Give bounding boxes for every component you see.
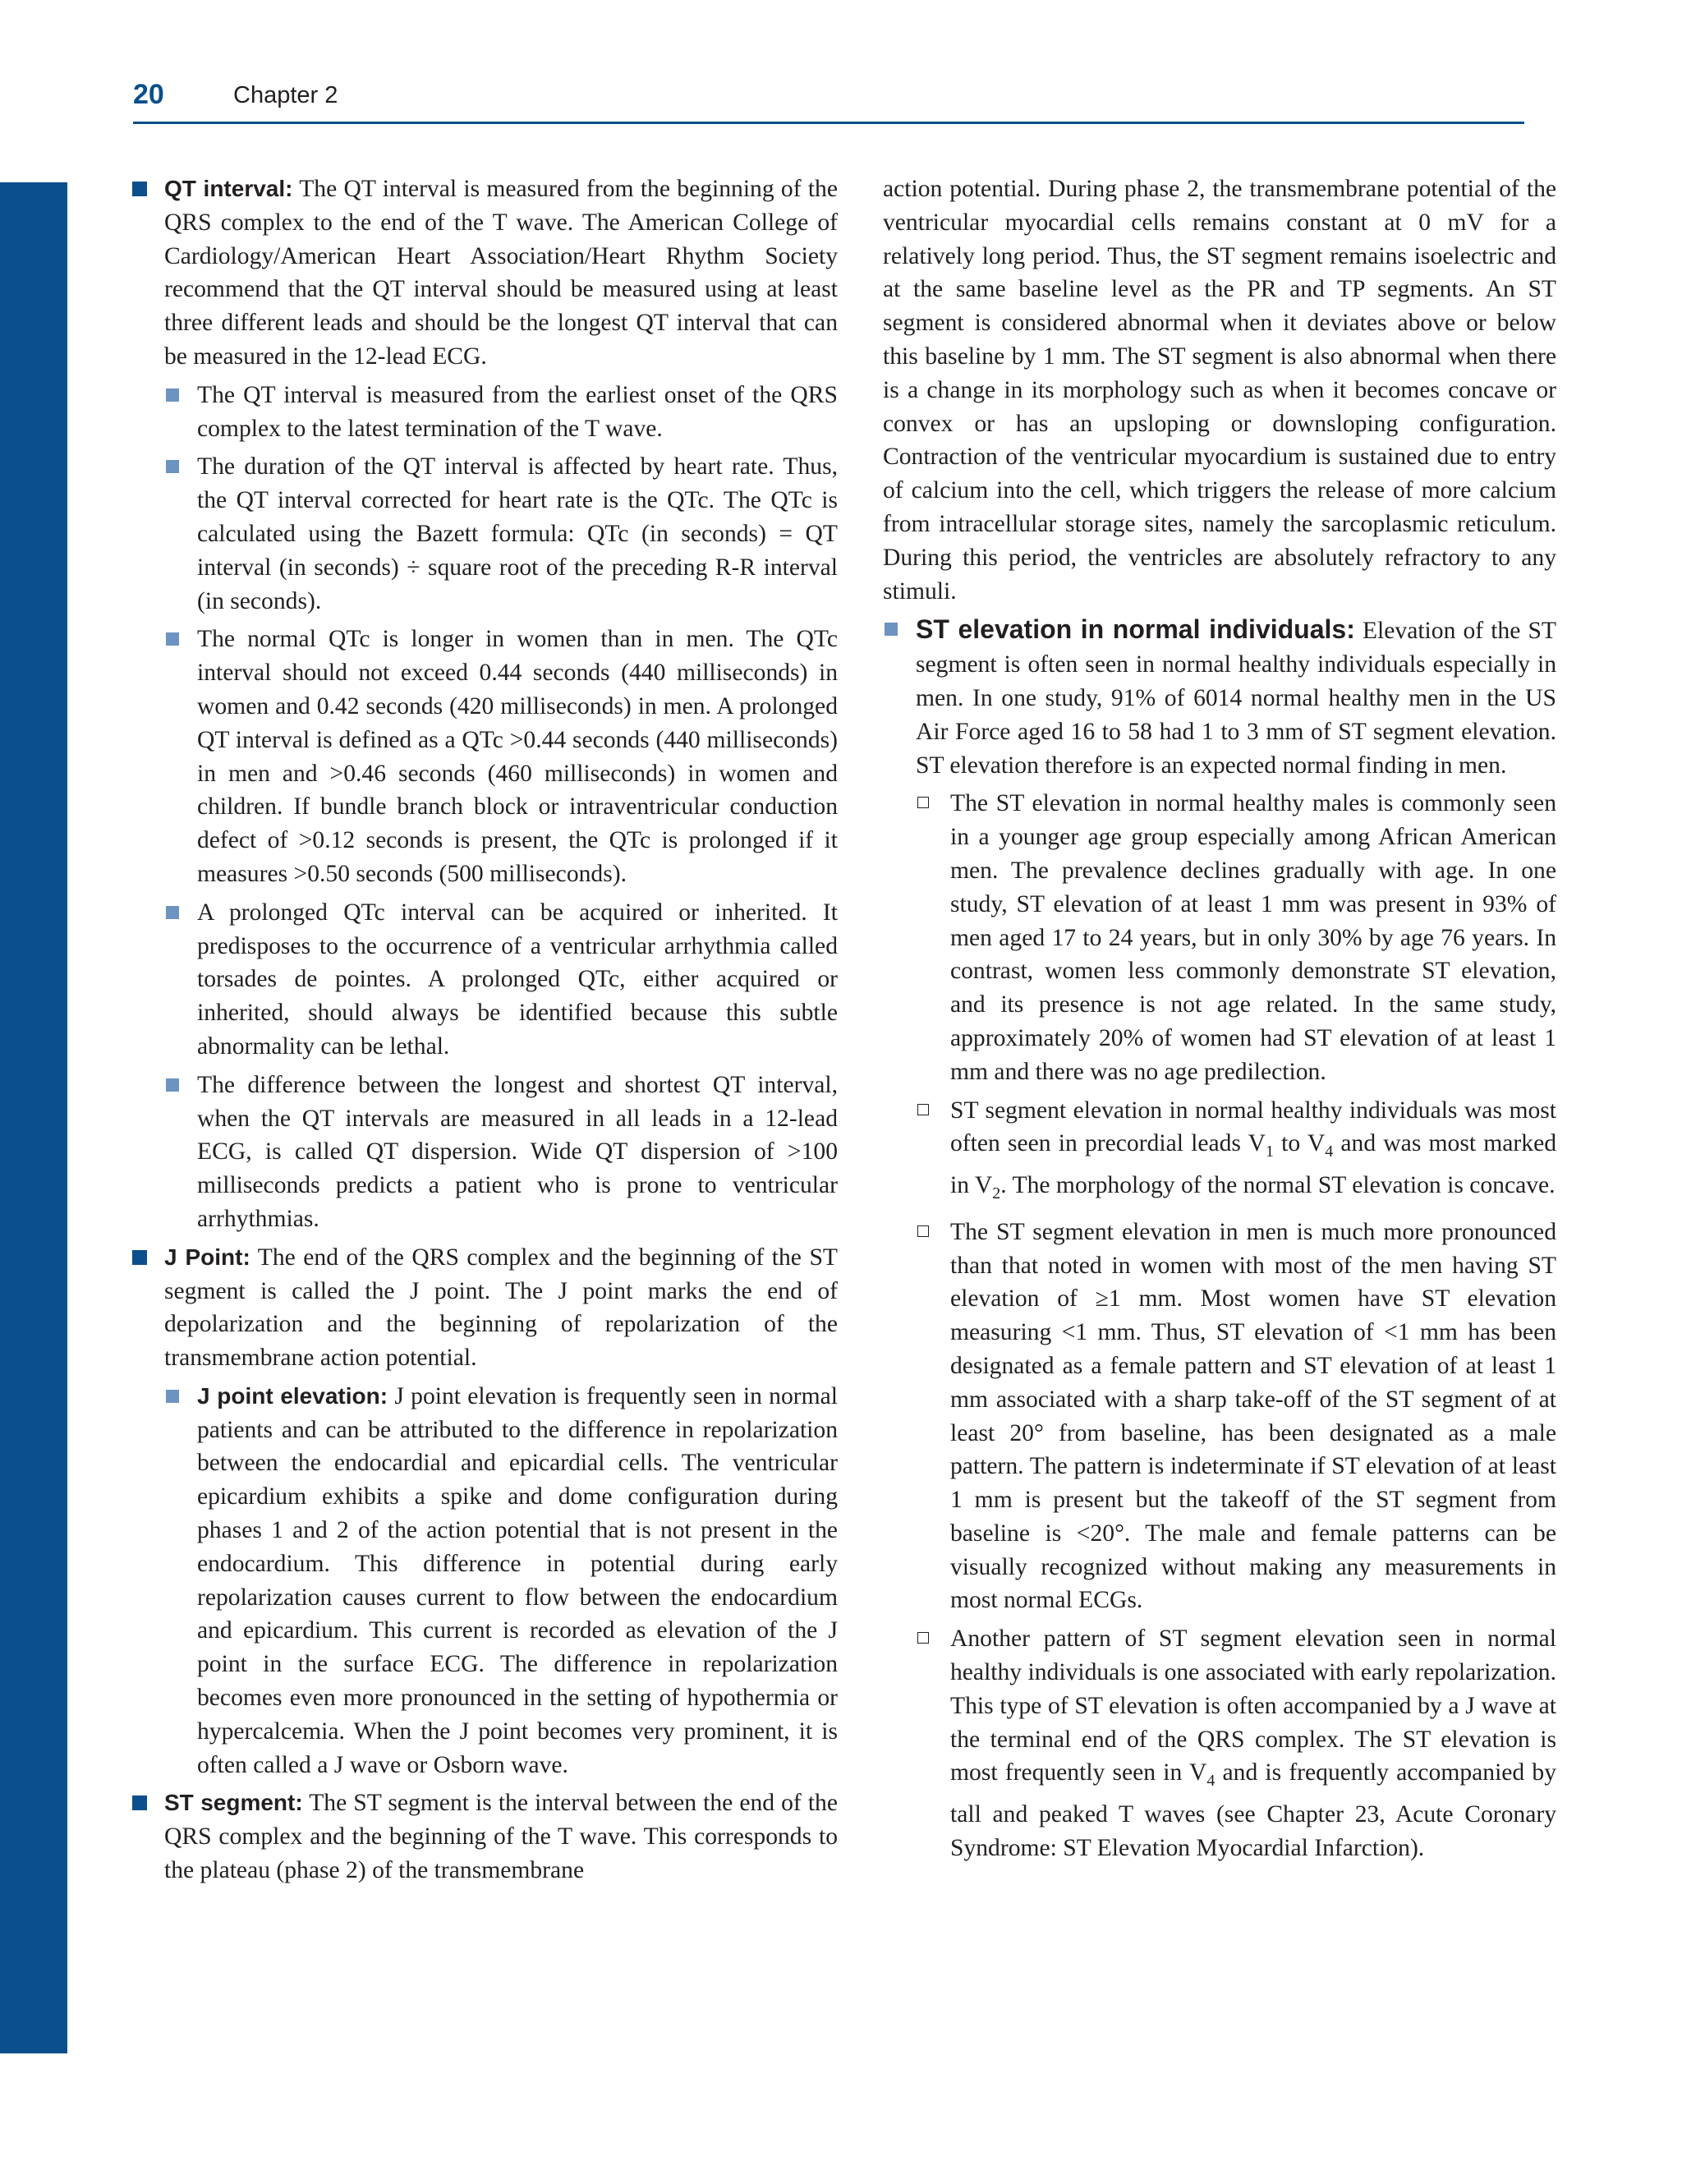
st-elevation-normal-bullet <box>916 613 1556 782</box>
st-elevation-normal-term: ST elevation in normal individuals: <box>916 614 1355 645</box>
st-segment-text: The ST segment is the interval between the end of the QRS complex and the beginning of the T wave. This corresponds to the plateau (phase 2) of the transmembrane <box>164 1790 838 1884</box>
qt-sub-bullet <box>197 450 838 618</box>
st-elevation-sub-text: and was most marked in V <box>950 1130 1557 1199</box>
st-segment-term: ST segment: <box>164 1790 303 1816</box>
sidebar-color-bar <box>0 182 67 2053</box>
qt-interval-bullet <box>164 172 838 374</box>
st-elevation-sub-bullet <box>950 1622 1556 1864</box>
qt-sub-bullet <box>197 896 838 1064</box>
square-bullet-icon <box>166 389 179 402</box>
qt-sub-bullet <box>197 379 838 446</box>
qt-sub-bullet <box>197 623 838 890</box>
square-bullet-icon <box>132 1795 147 1810</box>
st-segment-bullet <box>164 1786 838 1887</box>
square-bullet-icon <box>166 906 179 919</box>
st-elevation-sub-text: The ST elevation in normal healthy males is commonly seen in a younger age group especially among African American men. The prevalence declines gradually with age. In one study, ST elevation of at least 1 mm was present in 93% of men aged 17 to 24 years, but in only 30% by age 76 years. In contrast, women less commonly demonstrate ST elevation, and its presence is not age related. In the same study, approximately 20% of women had ST elevation of at least 1 mm and there was no age predilection. <box>950 790 1556 1085</box>
j-point-elevation-bullet <box>197 1380 838 1782</box>
right-column <box>883 172 1556 1870</box>
qt-sub-text: The normal QTc is longer in women than in men. The QTc interval should not exceed 0.44 seconds (440 milliseconds) in women and 0.42 seconds (420 milliseconds) in men. A prolonged QT interval is defined as a QTc >0.44 seconds (440 milliseconds) in men and >0.46 seconds (460 milliseconds) in women and children. If bundle branch block or intraventricular conduction defect of >0.12 seconds is present, the QTc is prolonged if it measures >0.50 seconds (500 milliseconds). <box>197 626 838 887</box>
j-point-elevation-text: J point elevation is frequently seen in normal patients and can be attributed to the difference in repolarization between the endocardial and epicardial cells. The ventricular epicardium exhibits a spike and dome configuration during phases 1 and 2 of the action potential that is not present in the endocardium. This difference in potential during early repolarization causes current to flow between the endocardium and epicardium. This current is recorded as elevation of the J point in the surface ECG. The difference in repolarization becomes even more pronounced in the setting of hypothermia or hypercalcemia. When the J point becomes very prominent, it is often called a J wave or Osborn wave. <box>197 1382 838 1778</box>
st-elevation-sub-text: ST segment elevation in normal healthy individuals was most often seen in precordial leads V <box>950 1097 1556 1157</box>
chapter-label: Chapter 2 <box>233 82 338 108</box>
st-elevation-sub-text: to V <box>1273 1130 1326 1157</box>
st-elevation-normal-text: Elevation of the ST segment is often seen in normal healthy individuals especially in men. In one study, 91% of 6014 normal healthy men in the US Air Force aged 16 to 58 had 1 to 3 mm of ST segment elevation. ST elevation therefore is an expected normal finding in men. <box>916 618 1556 779</box>
st-elevation-sub-text: and is frequently accompanied by tall and peaked T waves (see Chapter 23, Acute Coronary Syndrome: ST Elevation Myocardial Infarction). <box>950 1759 1556 1861</box>
square-bullet-icon <box>166 1078 179 1092</box>
qt-interval-term: QT interval: <box>164 176 293 201</box>
st-elevation-sub-bullet <box>950 1094 1556 1211</box>
square-bullet-icon <box>166 632 179 646</box>
subscript: 4 <box>1206 1772 1216 1791</box>
st-elevation-sub-text: The ST segment elevation in men is much more pronounced than that noted in women with most of the men having ST elevation of ≥1 mm. Most women have ST elevation measuring <1 mm. Thus, ST elevation of <1 mm has been designated as a female pattern and ST elevation of at least 1 mm associated with a sharp take-off of the ST segment of at least 20° from baseline, has been designated as a male pattern. The pattern is indeterminate if ST elevation of at least 1 mm is present but the takeoff of the ST segment from baseline is <20°. The male and female patterns can be visually recognized without making any measurements in most normal ECGs. <box>950 1218 1556 1614</box>
square-bullet-icon <box>166 1390 179 1403</box>
qt-sub-text: A prolonged QTc interval can be acquired or inherited. It predisposes to the occurrence of a ventricular arrhythmia called torsades de pointes. A prolonged QTc, either acquired or inherited, should always be identified because this subtle abnormality can be lethal. <box>197 899 838 1060</box>
subscript: 1 <box>1265 1143 1274 1161</box>
checkbox-bullet-icon <box>917 1225 929 1237</box>
st-elevation-sub-bullet <box>950 787 1556 1088</box>
qt-sub-text: The QT interval is measured from the earliest onset of the QRS complex to the latest termination of the T wave. <box>197 381 838 442</box>
qt-sub-text: The duration of the QT interval is affected by heart rate. Thus, the QT interval corrected for heart rate is the QTc. The QTc is calculated using the Bazett formula: QTc (in seconds) = QT interval (in seconds) ÷ square root of the preceding R-R interval (in seconds). <box>197 453 838 614</box>
square-bullet-icon <box>132 182 147 196</box>
checkbox-bullet-icon <box>917 1104 929 1115</box>
qt-sub-bullet <box>197 1069 838 1236</box>
checkbox-bullet-icon <box>917 1632 929 1644</box>
qt-interval-text: The QT interval is measured from the beginning of the QRS complex to the end of the T wave. The American College of Cardiology/American Heart Association/Heart Rhythm Society recommend that the QT interval should be measured using at least three different leads and should be the longest QT interval that can be measured in the 12-lead ECG. <box>164 176 838 370</box>
square-bullet-icon <box>885 623 898 636</box>
page-number: 20 <box>133 79 164 110</box>
j-point-text: The end of the QRS complex and the beginning of the ST segment is called the J point. The J point marks the end of depolarization and the beginning of repolarization of the transmembrane action potential. <box>164 1244 838 1372</box>
j-point-elevation-term: J point elevation: <box>197 1382 388 1409</box>
st-segment-continued-text: action potential. During phase 2, the transmembrane potential of the ventricular myocardial cells remains constant at 0 mV for a relatively long period. Thus, the ST segment remains isoelectric and at the same baseline level as the PR and TP segments. An ST segment is considered abnormal when it deviates above or below this baseline by 1 mm. The ST segment is also abnormal when there is a change in its morphology such as when it becomes concave or convex or has an upsloping or downsloping configuration. Contraction of the ventricular myocardium is sustained due to entry of calcium into the cell, which triggers the release of more calcium from intracellular storage sites, namely the sarcoplasmic reticulum. During this period, the ventricles are absolutely refractory to any stimuli. <box>883 176 1556 605</box>
checkbox-bullet-icon <box>917 797 929 808</box>
st-elevation-sub-bullet <box>950 1216 1556 1618</box>
subscript: 4 <box>1325 1143 1334 1161</box>
st-elevation-sub-text: Another pattern of ST segment elevation seen in normal healthy individuals is one associated with early repolarization. This type of ST elevation is often accompanied by a J wave at the terminal end of the QRS complex. The ST elevation is most frequently seen in V <box>950 1625 1556 1786</box>
square-bullet-icon <box>166 460 179 473</box>
page-header <box>133 76 1524 124</box>
j-point-bullet <box>164 1241 838 1375</box>
qt-sub-text: The difference between the longest and shortest QT interval, when the QT intervals are measured in all leads in a 12-lead ECG, is called QT dispersion. Wide QT dispersion of >100 milliseconds predicts a patient who is prone to ventricular arrhythmias. <box>197 1071 838 1232</box>
left-column <box>164 172 838 1892</box>
subscript: 2 <box>992 1184 1001 1202</box>
st-elevation-sub-text: . The morphology of the normal ST elevation is concave. <box>1000 1172 1556 1199</box>
j-point-term: J Point: <box>164 1244 250 1270</box>
square-bullet-icon <box>132 1250 147 1265</box>
